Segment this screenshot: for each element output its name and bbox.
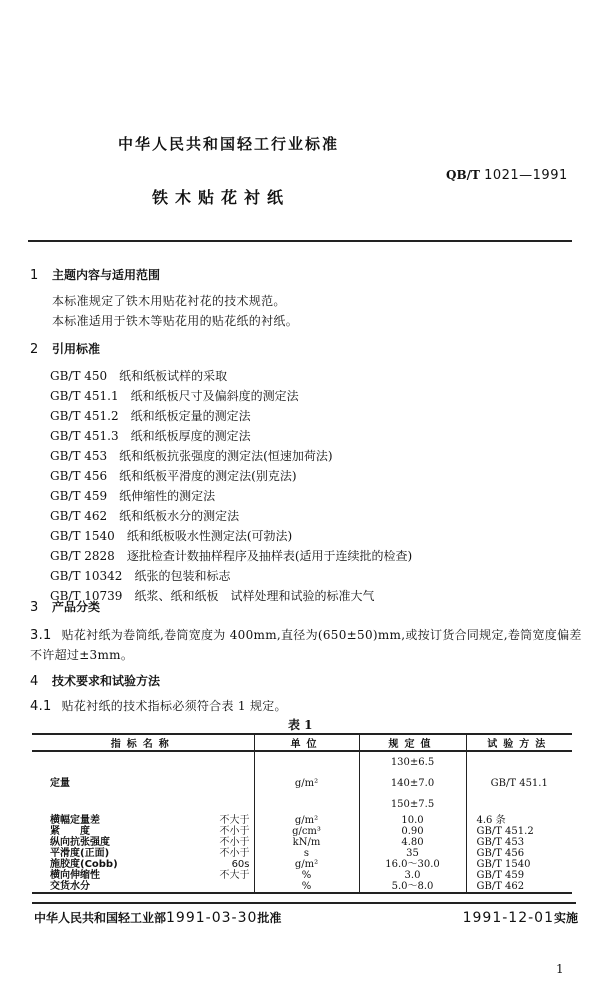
reference-item: GB/T 451.1 纸和纸板尺寸及偏斜度的测定法	[50, 389, 299, 403]
effective-date: 1991-12-01	[462, 910, 554, 926]
reference-item: GB/T 459 纸伸缩性的测定法	[50, 489, 216, 503]
document-title: 铁木贴花衬纸	[152, 188, 291, 207]
spec-table	[32, 733, 572, 894]
section-heading-4: 4 技术要求和试验方法	[30, 674, 161, 689]
section-1-paragraph-2: 本标准适用于铁木等贴花用的贴花纸的衬纸。	[52, 314, 299, 328]
issuer-heading: 中华人民共和国轻工行业标准	[118, 135, 340, 153]
clause-4-1: 4.1 贴花衬纸的技术指标必须符合表 1 规定。	[30, 699, 287, 714]
section-heading-3: 3 产品分类	[30, 600, 101, 615]
col-header-unit: 单位	[254, 734, 359, 751]
clause-3-1: 3.1 贴花衬纸为卷筒纸,卷筒宽度为 400mm,直径为(650±50)mm,或按订货合同规定,卷筒宽度偏差	[30, 628, 582, 643]
reference-item: GB/T 451.3 纸和纸板厚度的测定法	[50, 429, 251, 443]
table-row: 交货水分 % 5.0～8.0 GB/T 462	[32, 881, 572, 893]
table-row: 紧 度 不小于 g/cm³ 0.90 GB/T 451.2	[32, 826, 572, 837]
reference-item: GB/T 453 纸和纸板抗张强度的测定法(恒速加荷法)	[50, 449, 333, 463]
col-header-value: 规定值	[359, 734, 466, 751]
reference-item: GB/T 2828 逐批检查计数抽样程序及抽样表(适用于连续批的检查)	[50, 549, 413, 563]
reference-item: GB/T 10739 纸浆、纸和纸板 试样处理和试验的标准大气	[50, 589, 375, 603]
table-row: 横幅定量差 不大于 g/m² 10.0 4.6 条	[32, 815, 572, 826]
table-header-row	[32, 734, 572, 751]
col-header-name: 指标名称	[32, 734, 254, 751]
header-divider	[28, 240, 572, 242]
table-row: 定量 g/m² 130±6.5 GB/T 451.1	[32, 751, 572, 773]
table-row: 横向伸缩性 不大于 % 3.0 GB/T 459	[32, 870, 572, 881]
table-caption: 表 1	[288, 718, 313, 732]
standard-number: 1021—1991	[484, 168, 568, 183]
clause-3-1-continuation: 不许超过±3mm。	[30, 648, 134, 662]
page-number: 1	[556, 962, 564, 976]
reference-item: GB/T 451.2 纸和纸板定量的测定法	[50, 409, 251, 423]
section-heading-2: 2 引用标准	[30, 342, 101, 357]
approval-line: 中华人民共和国轻工业部1991-03-30批准	[34, 910, 282, 926]
footer-divider	[32, 902, 576, 904]
table-row: 施胶度(Cobb) 60s g/m² 16.0～30.0 GB/T 1540	[32, 859, 572, 870]
reference-item: GB/T 456 纸和纸板平滑度的测定法(别克法)	[50, 469, 297, 483]
effective-line: 1991-12-01实施	[462, 910, 578, 926]
reference-item: GB/T 450 纸和纸板试样的采取	[50, 369, 228, 383]
reference-item: GB/T 462 纸和纸板水分的测定法	[50, 509, 240, 523]
standard-prefix: QB/T	[446, 168, 480, 182]
table-row: 150±7.5	[32, 794, 572, 815]
standard-code	[446, 168, 568, 183]
table-row: 纵向抗张强度 不小于 kN/m 4.80 GB/T 453	[32, 837, 572, 848]
section-1-paragraph-1: 本标准规定了铁木用贴花衬花的技术规范。	[52, 294, 286, 308]
reference-item: GB/T 1540 纸和纸板吸水性测定法(可勃法)	[50, 529, 293, 543]
table-row: 平滑度(正面) 不小于 s 35 GB/T 456	[32, 848, 572, 859]
section-heading-1: 1 主题内容与适用范围	[30, 268, 161, 283]
approval-date: 1991-03-30	[166, 910, 258, 926]
table-row: 140±7.0	[32, 773, 572, 794]
col-header-method: 试验方法	[466, 734, 572, 751]
reference-item: GB/T 10342 纸张的包装和标志	[50, 569, 231, 583]
